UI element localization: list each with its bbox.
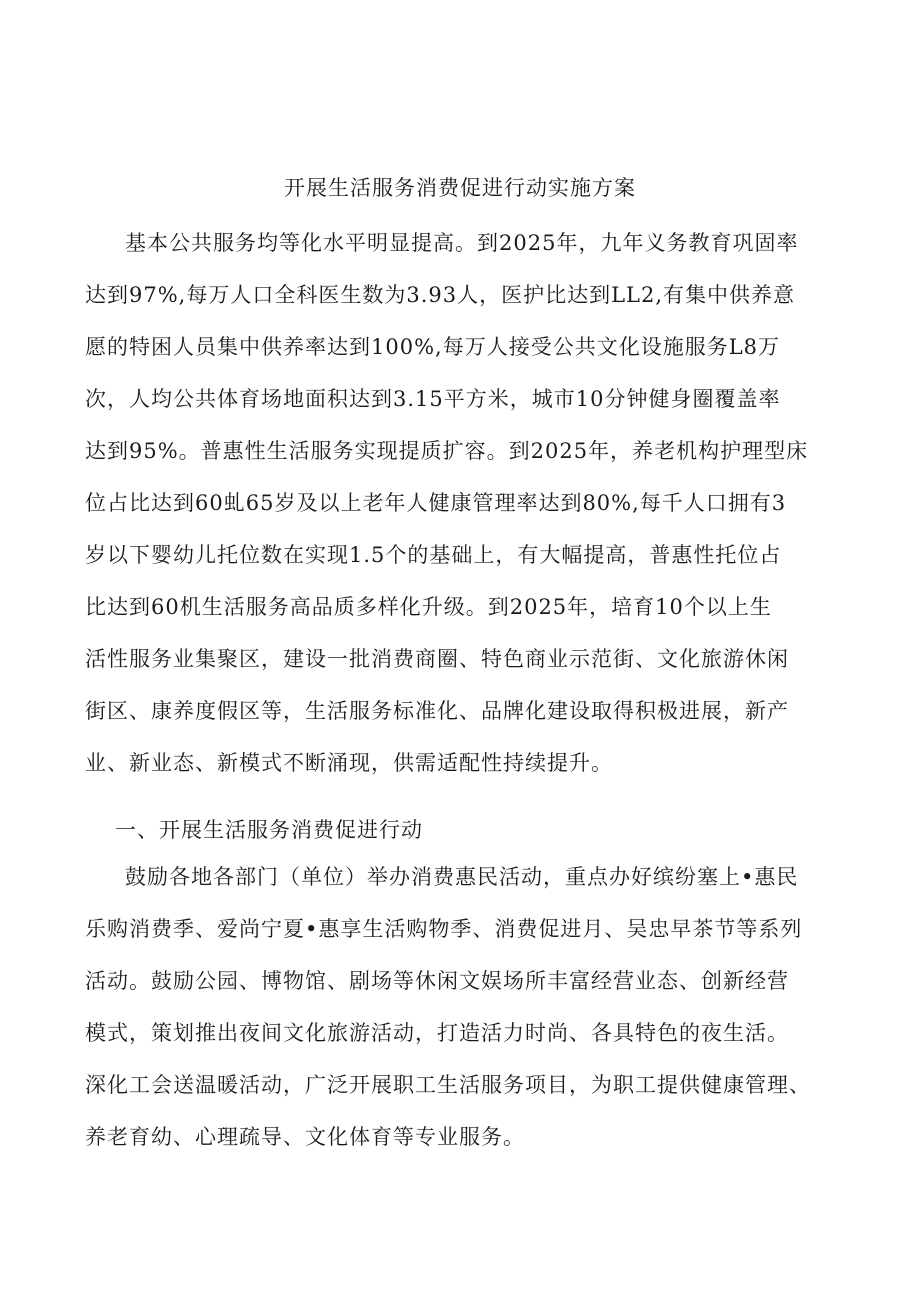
paragraph-1-line: 位占比达到60虬65岁及以上老年人健康管理率达到80%,每千人口拥有3 [85,491,787,515]
paragraph-1-line: 业、新业态、新模式不断涌现，供需适配性持续提升。 [85,751,613,775]
paragraph-2-line: 活动。鼓励公园、博物馆、剧场等休闲文娱场所丰富经营业态、创新经营 [85,969,789,993]
paragraph-1-line: 愿的特困人员集中供养率达到100%,每万人接受公共文化设施服务L8万 [85,335,781,359]
paragraph-2-line: 养老育幼、心理疏导、文化体育等专业服务。 [85,1125,525,1149]
paragraph-2-line: 鼓励各地各部门（单位）举办消费惠民活动，重点办好缤纷塞上•惠民 [125,865,799,889]
paragraph-2-line: 模式，策划推出夜间文化旅游活动，打造活力时尚、各具特色的夜生活。 [85,1021,789,1045]
paragraph-2-line: 乐购消费季、爱尚宁夏•惠享生活购物季、消费促进月、吴忠早茶节等系列 [85,917,803,941]
paragraph-1-line: 街区、康养度假区等，生活服务标准化、品牌化建设取得积极进展，新产 [85,699,789,723]
paragraph-1-line: 达到95%。普惠性生活服务实现提质扩容。到2025年，养老机构护理型床 [85,439,809,463]
paragraph-1-line: 岁以下婴幼儿托位数在实现1.5个的基础上，有大幅提高，普惠性托位占 [85,543,782,567]
document-title: 开展生活服务消费促进行动实施方案 [284,176,636,200]
section-heading: 一、开展生活服务消费促进行动 [115,818,423,842]
paragraph-2-line: 深化工会送温暖活动，广泛开展职工生活服务项目，为职工提供健康管理、 [85,1073,811,1097]
paragraph-1-line: 活性服务业集聚区，建设一批消费商圈、特色商业示范街、文化旅游休闲 [85,647,789,671]
paragraph-1-line: 比达到60机生活服务高品质多样化升级。到2025年，培育10个以上生 [85,595,772,619]
paragraph-1-line: 次，人均公共体育场地面积达到3.15平方米，城市10分钟健身圈覆盖率 [85,387,781,411]
paragraph-1-line: 达到97%,每万人口全科医生数为3.93人，医护比达到LL2,有集中供养意 [85,283,796,307]
paragraph-1-line: 基本公共服务均等化水平明显提高。到2025年，九年义务教育巩固率 [125,231,799,255]
